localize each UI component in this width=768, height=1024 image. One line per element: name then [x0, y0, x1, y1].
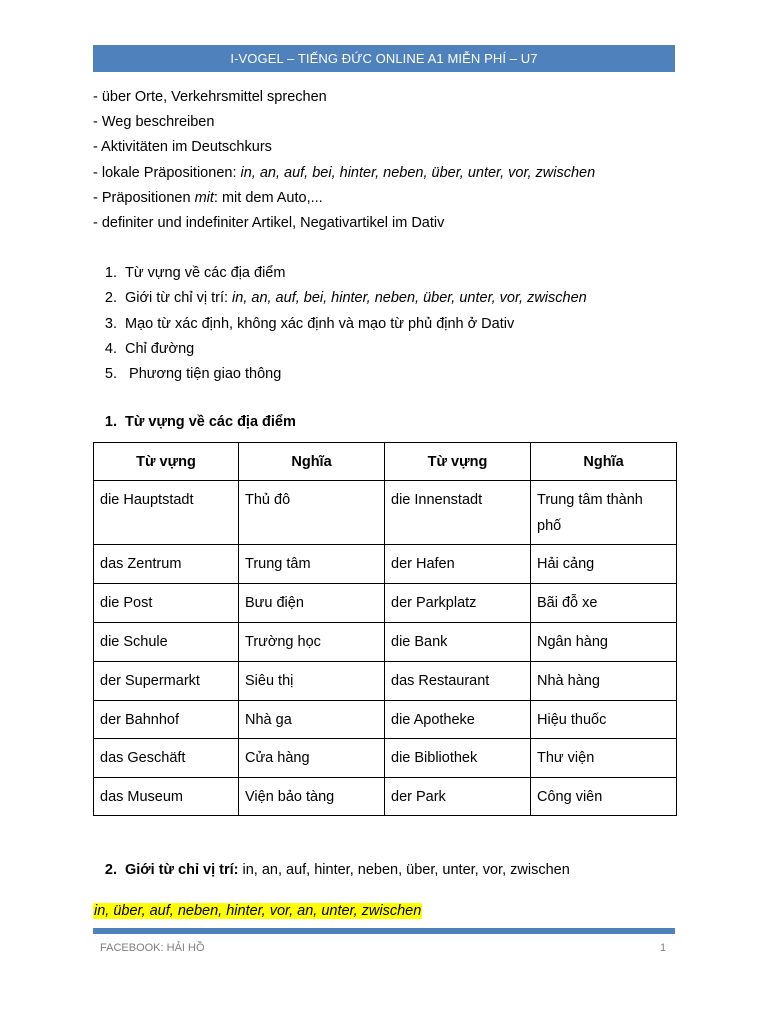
- table-cell: Cửa hàng: [239, 739, 385, 778]
- table-cell: der Park: [385, 778, 531, 816]
- column-header: Từ vựng: [94, 443, 239, 481]
- toc-item: [93, 313, 587, 338]
- table-cell: die Apotheke: [385, 701, 531, 739]
- topic-item: [93, 136, 595, 161]
- table-cell: Hiệu thuốc: [531, 701, 677, 739]
- topics-list: [93, 86, 595, 237]
- section-number: 2.: [104, 862, 117, 878]
- table-cell: der Hafen: [385, 545, 531, 584]
- section-title: Giới từ chỉ vị trí:: [125, 862, 239, 878]
- table-cell: der Supermarkt: [94, 662, 239, 701]
- table-row: [94, 545, 677, 584]
- table-row: [94, 662, 677, 701]
- toc-number: 2.: [104, 290, 117, 307]
- section-title: Từ vựng về các địa điểm: [125, 414, 296, 430]
- topic-text: - Präpositionen: [93, 189, 195, 206]
- table-cell: das Museum: [94, 778, 239, 816]
- table-row: [94, 623, 677, 662]
- topic-text: - lokale Präpositionen:: [93, 164, 241, 181]
- table-cell: Trung tâm: [239, 545, 385, 584]
- table-cell: das Geschäft: [94, 739, 239, 778]
- page-header-banner: [93, 45, 675, 72]
- table-cell: Viện bảo tàng: [239, 778, 385, 816]
- topic-text: - über Orte, Verkehrsmittel sprechen: [93, 89, 327, 105]
- topic-item: [93, 187, 595, 212]
- table-cell: das Restaurant: [385, 662, 531, 701]
- toc-text: Từ vựng về các địa điểm: [125, 265, 286, 281]
- topic-italic-text: in, an, auf, bei, hinter, neben, über, unter, vor, zwischen: [240, 164, 596, 181]
- section-number: 1.: [104, 414, 117, 430]
- column-header: Nghĩa: [239, 443, 385, 481]
- table-cell: Thư viện: [531, 739, 677, 778]
- section-subtitle: in, an, auf, hinter, neben, über, unter, vor, zwischen: [238, 862, 570, 878]
- topic-text: - Aktivitäten im Deutschkurs: [93, 139, 272, 156]
- table-cell: das Zentrum: [94, 545, 239, 584]
- table-cell: Nhà ga: [239, 701, 385, 739]
- toc-text: Chỉ đường: [125, 340, 195, 357]
- toc-item: [93, 262, 587, 287]
- toc-number: 1.: [104, 265, 117, 281]
- vocabulary-table: [93, 442, 677, 816]
- section-1-heading: [93, 414, 296, 430]
- toc-number: 5.: [104, 366, 117, 383]
- table-cell: die Bank: [385, 623, 531, 662]
- table-cell: der Parkplatz: [385, 584, 531, 623]
- toc-item: [93, 363, 587, 388]
- table-header-row: [94, 443, 677, 481]
- topic-after-text: : mit dem Auto,...: [213, 189, 323, 206]
- toc-item: [93, 338, 587, 363]
- table-cell: Bưu điện: [239, 584, 385, 623]
- table-row: [94, 778, 677, 816]
- topic-text: - definiter und indefiniter Artikel, Negativartikel im Dativ: [93, 214, 445, 231]
- topic-item: [93, 162, 595, 187]
- table-cell: Siêu thị: [239, 662, 385, 701]
- table-cell: Thủ đô: [239, 481, 385, 545]
- table-row: [94, 584, 677, 623]
- table-cell: Nhà hàng: [531, 662, 677, 701]
- table-cell: Trường học: [239, 623, 385, 662]
- table-cell: Trung tâm thành phố: [531, 481, 677, 545]
- topic-item: [93, 86, 595, 111]
- page-number: 1: [660, 942, 667, 954]
- table-cell: die Bibliothek: [385, 739, 531, 778]
- toc-item: [93, 287, 587, 312]
- footer-rule: [93, 928, 675, 934]
- table-of-contents: [93, 262, 587, 388]
- highlighted-prepositions: in, über, auf, neben, hinter, vor, an, unter, zwischen: [94, 903, 422, 919]
- table-cell: die Hauptstadt: [94, 481, 239, 545]
- topic-item: [93, 111, 595, 136]
- section-2-heading: [93, 862, 570, 878]
- table-cell: Bãi đỗ xe: [531, 584, 677, 623]
- toc-text: Mạo từ xác định, không xác định và mạo từ phủ định ở Dativ: [125, 315, 515, 332]
- topic-italic-text: mit: [194, 189, 214, 206]
- column-header: Từ vựng: [385, 443, 531, 481]
- table-cell: die Innenstadt: [385, 481, 531, 545]
- table-cell: die Post: [94, 584, 239, 623]
- table-row: [94, 481, 677, 545]
- table-cell: die Schule: [94, 623, 239, 662]
- toc-text: Giới từ chỉ vị trí:: [125, 290, 233, 307]
- toc-text: Phương tiện giao thông: [125, 366, 282, 383]
- table-row: [94, 701, 677, 739]
- column-header: Nghĩa: [531, 443, 677, 481]
- toc-number: 3.: [104, 315, 117, 332]
- table-cell: Ngân hàng: [531, 623, 677, 662]
- table-cell: Công viên: [531, 778, 677, 816]
- topic-item: [93, 212, 595, 237]
- toc-number: 4.: [104, 340, 117, 357]
- header-title: I-VOGEL – TIẾNG ĐỨC ONLINE A1 MIỄN PHÍ – U7: [230, 51, 538, 66]
- table-cell: Hải cảng: [531, 545, 677, 584]
- table-cell: der Bahnhof: [94, 701, 239, 739]
- toc-italic-text: in, an, auf, bei, hinter, neben, über, unter, vor, zwischen: [232, 290, 587, 307]
- topic-text: - Weg beschreiben: [93, 114, 215, 131]
- footer-credit: FACEBOOK: HẢI HỒ: [100, 942, 205, 954]
- table-row: [94, 739, 677, 778]
